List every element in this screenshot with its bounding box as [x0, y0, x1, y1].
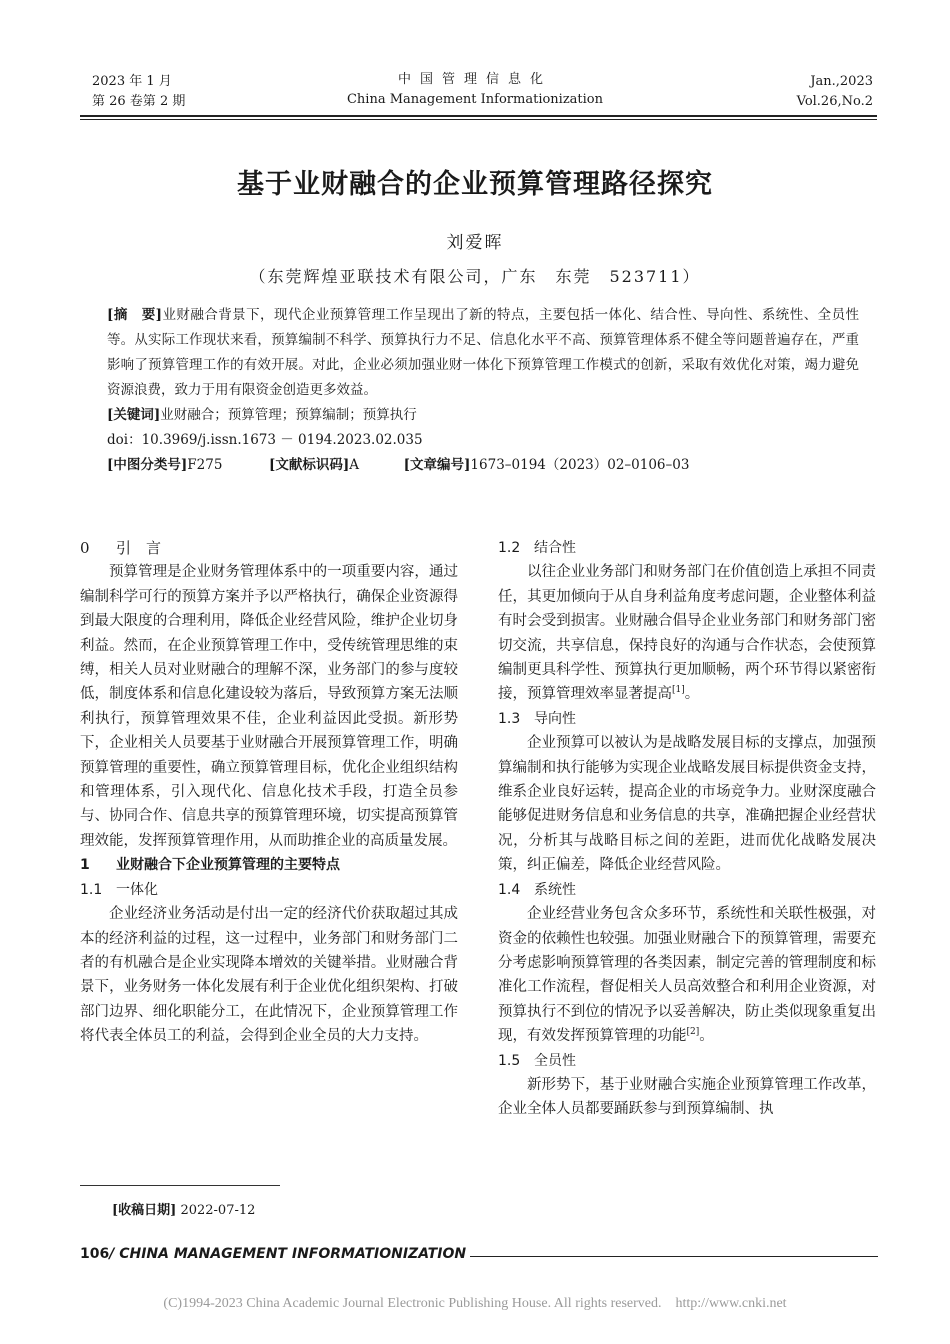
body-right-column: [498, 536, 876, 1122]
paragraph-text: 以往企业业务部门和财务部门在价值创造上承担不同责任，其更加倾向于从自身利益角度考虑问题，企业整体利益有时会受到损害。业财融合倡导企业业务部门和财务部门密切交流，共享信息，保持良好的沟通与合作状态，会使预算编制更具科学性、预算执行更加顺畅，两个环节得以紧密衔接，预算管理效率显著提高: [498, 564, 876, 703]
received-value: 2022-07-12: [180, 1203, 256, 1218]
subsection-title: 结合性: [534, 540, 576, 556]
subsection-title: 全员性: [534, 1052, 576, 1069]
received-label: [收稿日期]: [112, 1203, 177, 1218]
copyright-watermark: (C)1994-2023 China Academic Journal Electronic Publishing House. All rights reserved. http://www.cnki.net: [163, 1296, 787, 1311]
subsection-number: 1.2: [498, 540, 521, 556]
citation-ref: [1]: [672, 685, 685, 696]
citation-ref: [2]: [686, 1027, 700, 1038]
article-no-label: [文章编号]: [403, 457, 471, 473]
journal-name-en: China Management Informationization: [346, 92, 604, 107]
abstract-label: [摘 要]: [107, 307, 163, 323]
received-date: [112, 1199, 255, 1218]
section-number: 1: [80, 857, 90, 874]
footnote-rule: [80, 1185, 280, 1186]
page-number: 106: [80, 1246, 110, 1262]
subsection-title: 导向性: [534, 710, 576, 727]
clc-label: [中图分类号]: [107, 457, 188, 473]
subsection-number: 1.4: [498, 881, 521, 898]
keywords: [107, 403, 859, 428]
section-title: 业财融合下企业预算管理的主要特点: [116, 857, 340, 874]
volume-issue: 第 26 卷第 2 期: [92, 94, 186, 109]
section-number: 0: [80, 539, 90, 557]
abstract: [107, 303, 859, 403]
page-footer: [80, 1246, 470, 1262]
header-rule: [80, 115, 877, 117]
subsection-heading: [498, 536, 876, 560]
doi-label: doi：: [107, 432, 142, 448]
doi: [107, 428, 859, 453]
section-heading: [80, 853, 458, 877]
paragraph: [498, 560, 876, 706]
paragraph-text: 企业经营业务包含众多环节，系统性和关联性极强，对资金的依赖性也较强。加强业财融合下的预算管理，需要充分考虑影响预算管理的各类因素，制定完善的管理制度和标准化工作流程，督促相关人员高效整合和利用企业资源，对预算执行不到位的情况予以妥善解决，防止类似现象重复出现，有效发挥预算管理的功能: [498, 906, 876, 1045]
article-no-value: 1673–0194（2023）02–0106–03: [470, 457, 690, 473]
journal-name-cn: 中国管理信息化: [397, 72, 552, 87]
section-heading: [80, 536, 458, 560]
subsection-title: 一体化: [116, 881, 158, 898]
article-title: 基于业财融合的企业预算管理路径探究: [237, 169, 713, 200]
paragraph-end: 。: [684, 686, 700, 703]
issue-date: 2023 年 1 月: [92, 74, 172, 89]
doi-value: 10.3969/j.issn.1673 － 0194.2023.02.035: [141, 432, 423, 448]
body-left-column: [80, 536, 458, 1049]
paragraph: 新形势下，基于业财融合实施企业预算管理工作改革，企业全体人员都要踊跃参与到预算编制、执: [498, 1076, 876, 1118]
doc-code-label: [文献标识码]: [269, 457, 350, 473]
keywords-text: 业财融合；预算管理；预算编制；预算执行: [160, 407, 417, 423]
paragraph: 企业预算可以被认为是战略发展目标的支撑点，加强预算编制和执行能够为实现企业战略发展目标提供资金支持，维系企业良好运转，提高企业的市场竞争力。业财深度融合能够促进财务信息和业务信息的共享，准确把握企业经营状况，分析其与战略目标之间的差距，进而优化战略发展决策，纠正偏差，降低企业经营风险。: [498, 735, 876, 874]
keywords-label: [关键词]: [107, 407, 161, 423]
footer-journal: / CHINA MANAGEMENT INFORMATIONIZATION: [109, 1246, 467, 1262]
issue-date-en: Jan.,2023: [810, 74, 873, 89]
volume-issue-en: Vol.26,No.2: [796, 94, 873, 109]
header-rule-thin: [80, 119, 877, 120]
paragraph-end: 。: [699, 1028, 714, 1045]
subsection-number: 1.1: [80, 881, 103, 898]
author-affiliation: （东莞辉煌亚联技术有限公司，广东 东莞 523711）: [249, 267, 701, 286]
classification-line: [107, 453, 859, 478]
article-author: 刘爱晖: [446, 233, 504, 253]
abstract-text: 业财融合背景下，现代企业预算管理工作呈现出了新的特点，主要包括一体化、结合性、导向性、系统性、全员性等。从实际工作现状来看，预算编制不科学、预算执行力不足、信息化水平不高、预算管理体系不健全等问题普遍存在，严重影响了预算管理工作的有效开展。对此，企业必须加强业财一体化下预算管理工作模式的创新，采取有效优化对策，竭力避免资源浪费，致力于用有限资金创造更多效益。: [107, 307, 860, 398]
paragraph: 企业经济业务活动是付出一定的经济代价获取超过其成本的经济利益的过程，这一过程中，业务部门和财务部门二者的有机融合是企业实现降本增效的关键举措。业财融合背景下，业务财务一体化发展有利于企业优化组织架构、打破部门边界、细化职能分工，在此情况下，企业预算管理工作将代表全体员工的利益，会得到企业全员的大力支持。: [80, 906, 458, 1045]
subsection-number: 1.3: [498, 710, 521, 727]
subsection-title: 系统性: [534, 881, 576, 898]
abstract-block: [107, 303, 859, 478]
doc-code-value: A: [349, 457, 360, 473]
paragraph: 预算管理是企业财务管理体系中的一项重要内容，通过编制科学可行的预算方案并予以严格执行，确保企业资源得到最大限度的合理利用，降低企业经营风险，维护企业切身利益。然而，在企业预算管理工作中，受传统管理思维的束缚，相关人员对业财融合的理解不深，业务部门的参与度较低，制度体系和信息化建设较为落后，导致预算方案无法顺利执行，预算管理效果不佳，企业利益因此受损。新形势下，企业相关人员要基于业财融合开展预算管理工作，明确预算管理的重要性，确立预算管理目标，优化企业组织结构和管理体系，引入现代化、信息化技术手段，打造全员参与、协同合作、信息共享的预算管理环境，切实提高预算管理效能，发挥预算管理作用，从而助推企业的高质量发展。: [80, 564, 458, 849]
subsection-number: 1.5: [498, 1052, 521, 1069]
subsection-heading: [498, 1049, 876, 1073]
subsection-heading: [498, 878, 876, 902]
paragraph: [498, 902, 876, 1048]
subsection-heading: [498, 707, 876, 731]
subsection-heading: [80, 878, 458, 902]
clc-value: F275: [187, 457, 223, 473]
section-title: 引 言: [116, 539, 162, 557]
issue-date-volume-en: [797, 72, 873, 112]
